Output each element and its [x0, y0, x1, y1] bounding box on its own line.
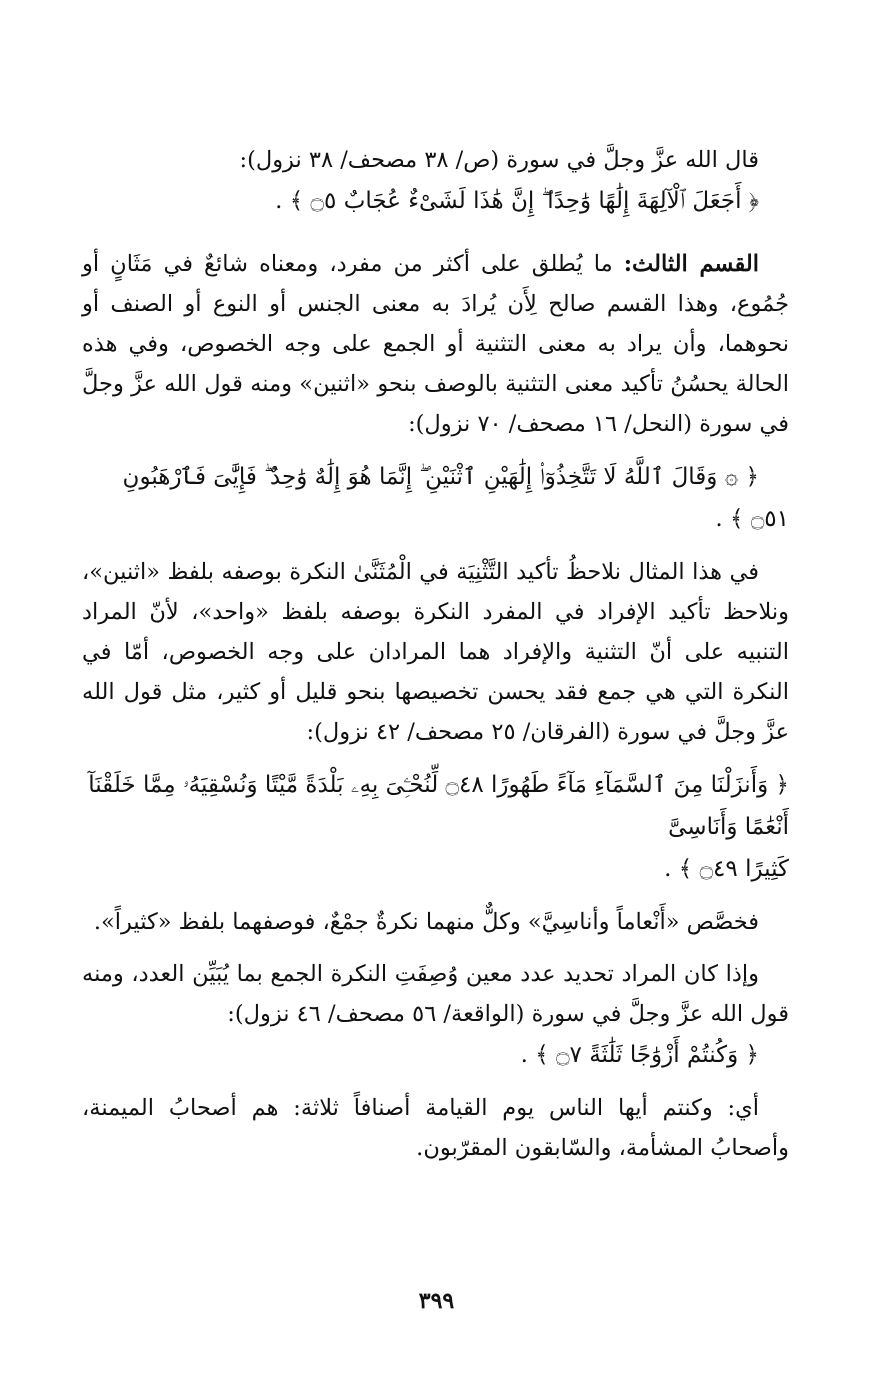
quran-verse-furqan-48-49-line-2: كَثِيرًا ۝٤٩ ﴾ . [664, 856, 789, 882]
paragraph-specification: فخصَّص «أَنْعاماً وأناسِيَّ» وكلٌّ منهما نكرةٌ جمْعٌ، فوصفهما بلفظ «كثيراً». [93, 909, 759, 935]
quran-verse-nahl-51: ﴿ ۞ وَقَالَ ٱللَّهُ لَا تَتَّخِذُوٓا۟ إِلَٰهَيْنِ ٱثْنَيْنِ ۖ إِنَّمَا هُوَ إِلَٰهٌ وَٰحِدٌ ۖ فَإِيَّٰىَ فَٱرْهَبُونِ ۝٥١ ﴾ . [122, 464, 789, 532]
section-three-body: ما يُطلق على أكثر من مفرد، ومعناه شائعٌ في مَثَانٍ أو جُمُوع، وهذا القسم صالح لِأَن يُرادَ به معنى الجنس أو النوع أو الصنف أو نحوهما، وأن يراد به معنى التثنية أو الجمع على وجه الخصوص، وفي هذه الحالة يحسُنُ تأكيد معنى التثنية بالوصف بنحو «اثنين» ومنه قول الله عزَّ وجلَّ في سورة (النحل/ ١٦ مصحف/ ٧٠ نزول): [82, 251, 789, 437]
quran-verse-furqan-48-49-line-1: ﴿ وَأَنزَلْنَا مِنَ ٱلسَّمَآءِ مَآءً طَهُورًا ۝٤٨ لِّنُحْـِۧىَ بِهِۦ بَلْدَةً مَّيْتًا وَنُسْقِيَهُۥ مِمَّا خَلَقْنَآ أَنْعَٰمًا وَأَنَاسِىَّ [88, 772, 789, 840]
section-three-title: القسم الثالث: [623, 251, 759, 277]
quran-verse-sad-5: ﴿ أَجَعَلَ ٱلْآلِهَةَ إِلَٰهًا وَٰحِدًا ۖ إِنَّ هَٰذَا لَشَىْءٌ عُجَابٌ ۝٥ ﴾ . [275, 188, 759, 214]
paragraph-number-specification: وإذا كان المراد تحديد عدد معين وُصِفَتِ النكرة الجمع بما يُبَيِّن العدد، ومنه قول الله عزَّ وجلَّ في سورة (الواقعة/ ٥٦ مصحف/ ٤٦ نزول): [82, 961, 789, 1027]
section-three-paragraph [82, 244, 789, 444]
intro-line-1: قال الله عزَّ وجلَّ في سورة (ص/ ٣٨ مصحف/ ٣٨ نزول): [239, 147, 759, 173]
quran-verse-waqiah-7: ﴿ وَكُنتُمْ أَزْوَٰجًا ثَلَٰثَةً ۝٧ ﴾ . [520, 1042, 759, 1068]
page-number: ٣٩٩ [418, 1288, 455, 1314]
paragraph-dual-emphasis: في هذا المثال نلاحظُ تأكيد التَّثْنِيَة في الْمُثَنَّىٰ النكرة بوصفه بلفظ «اثنين»، ونلاحظ تأكيد الإفراد في المفرد النكرة بوصفه بلفظ «واحد»، لأنّ المراد التنبيه على أنّ التثنية والإفراد هما المرادان على وجه الخصوص، أمّا في النكرة التي هي جمع فقد يحسن تخصيصها بنحو قليل أو كثير، مثل قول الله عزَّ وجلَّ في سورة (الفرقان/ ٢٥ مصحف/ ٤٢ نزول): [82, 559, 789, 745]
paragraph-explanation: أي: وكنتم أيها الناس يوم القيامة أصنافاً ثلاثة: هم أصحابُ الميمنة، وأصحابُ المشأمة، والسّابقون المقرّبون. [82, 1095, 789, 1161]
